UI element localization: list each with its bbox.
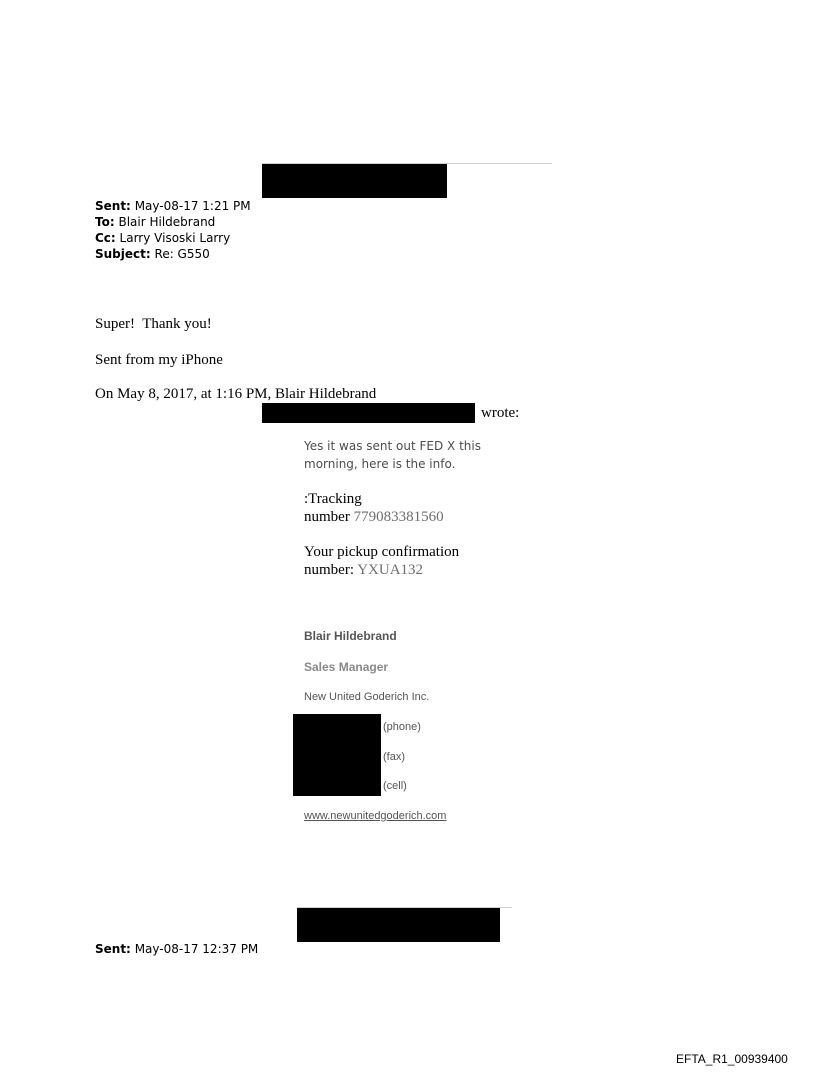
redaction-from	[262, 164, 447, 198]
cc-value: Larry Visoski Larry	[119, 231, 231, 245]
cc-row: Cc: Larry Visoski Larry	[95, 231, 231, 245]
signature-name: Blair Hildebrand	[304, 629, 397, 643]
signature-website-link[interactable]: www.newunitedgoderich.com	[304, 810, 447, 822]
pickup-block: Your pickup confirmation number: YXUA132	[304, 544, 460, 578]
signature-cell-label: (cell)	[383, 780, 407, 792]
to-value: Blair Hildebrand	[118, 215, 216, 229]
signature-company: New United Goderich Inc.	[304, 691, 430, 703]
sent-row: Sent: May-08-17 1:21 PM	[95, 199, 251, 213]
tracking-number: 779083381560	[353, 509, 444, 525]
tracking-block: :Tracking number 779083381560	[304, 491, 444, 525]
body-line-iphone: Sent from my iPhone	[95, 352, 223, 368]
body-line-thanks: Super! Thank you!	[95, 316, 212, 332]
redaction-phone-numbers	[293, 714, 381, 796]
sent-value: May-08-17 1:21 PM	[134, 199, 251, 213]
quote-wrote: wrote:	[481, 405, 520, 421]
message1-header	[95, 198, 251, 262]
redaction-from-2	[297, 908, 500, 942]
message2-sent-row: Sent: May-08-17 12:37 PM	[95, 942, 259, 956]
to-row: To: Blair Hildebrand	[95, 215, 216, 229]
quote-intro: On May 8, 2017, at 1:16 PM, Blair Hildebrand	[95, 386, 377, 402]
pickup-number: YXUA132	[357, 562, 424, 578]
message2-sent-value: May-08-17 12:37 PM	[134, 942, 259, 956]
subject-value: Re: G550	[154, 247, 210, 261]
redaction-email	[262, 403, 475, 423]
signature-phone-label: (phone)	[383, 721, 421, 733]
quoted-paragraph: Yes it was sent out FED X this morning, here is the info.	[304, 439, 481, 471]
subject-row: Subject: Re: G550	[95, 247, 210, 261]
document-id: EFTA_R1_00939400	[676, 1052, 788, 1066]
signature-title: Sales Manager	[304, 660, 389, 674]
signature-fax-label: (fax)	[383, 751, 405, 763]
